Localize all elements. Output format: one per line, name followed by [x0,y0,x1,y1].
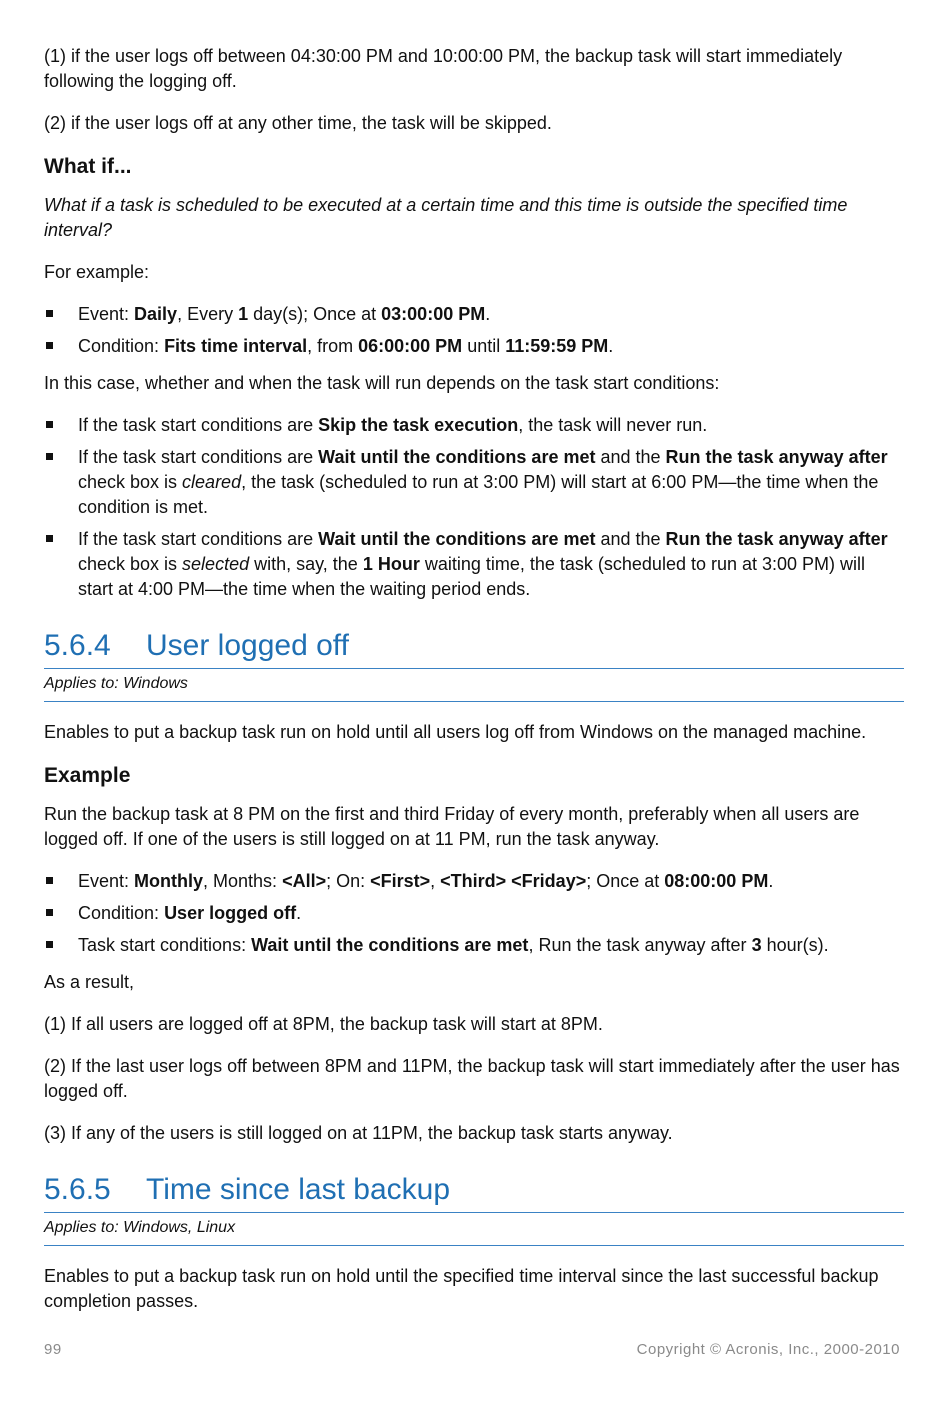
result-3: (3) If any of the users is still logged on at 11PM, the backup task starts anyway. [44,1123,673,1143]
section-5-6-4 [44,628,904,702]
whatif-heading: What if... [44,155,132,178]
in-this-case-paragraph: In this case, whether and when the task will run depends on the task start conditions: [44,373,720,393]
as-result-label: As a result, [44,972,135,992]
list-item: Event: Monthly, Months: <All>; On: <First>, <Third> <Friday>; Once at 08:00:00 PM. [44,869,904,894]
list-item: Event: Daily, Every 1 day(s); Once at 03:00:00 PM. [44,302,904,327]
example-list [44,869,904,958]
bullet-icon [46,310,53,317]
example-text: Run the backup task at 8 PM on the first and third Friday of every month, preferably when all users are logged off. If one of the users is still logged on at 11 PM, run the task anyway. [44,804,860,849]
example-heading: Example [44,764,131,787]
applies-to: Applies to: Windows [44,669,904,702]
list-item: If the task start conditions are Wait until the conditions are met and the Run the task anyway after check box is cleared, the task (scheduled to run at 3:00 PM) will start at 6:00 PM—the time when the condition is met. [44,445,904,520]
whatif-question: What if a task is scheduled to be executed at a certain time and this time is outside the specified time interval? [44,195,848,240]
for-example-label: For example: [44,262,150,282]
bullet-icon [46,535,53,542]
intro-paragraph-1: (1) if the user logs off between 04:30:00 PM and 10:00:00 PM, the backup task will start immediately following the logging off. [44,46,843,91]
bullet-icon [46,877,53,884]
section-title: User logged off [146,629,349,662]
section-description: Enables to put a backup task run on hold until the specified time interval since the last successful backup completion passes. [44,1266,879,1311]
whatif-example-list [44,302,904,359]
section-5-6-5 [44,1172,904,1246]
list-item: Task start conditions: Wait until the conditions are met, Run the task anyway after 3 hour(s). [44,933,904,958]
section-heading [44,1172,904,1213]
section-title: Time since last backup [146,1173,451,1206]
section-description: Enables to put a backup task run on hold until all users log off from Windows on the managed machine. [44,722,867,742]
list-item: If the task start conditions are Skip the task execution, the task will never run. [44,413,904,438]
applies-to: Applies to: Windows, Linux [44,1213,904,1246]
result-1: (1) If all users are logged off at 8PM, the backup task will start at 8PM. [44,1014,603,1034]
list-item: Condition: User logged off. [44,901,904,926]
copyright-notice: Copyright © Acronis, Inc., 2000-2010 [636,1341,900,1358]
bullet-icon [46,342,53,349]
whatif-cases-list [44,413,904,602]
intro-paragraph-2: (2) if the user logs off at any other time, the task will be skipped. [44,113,552,133]
bullet-icon [46,941,53,948]
list-item: If the task start conditions are Wait until the conditions are met and the Run the task anyway after check box is selected with, say, the 1 Hour waiting time, the task (scheduled to run at 3:00 PM) will start at 4:00 PM—the time when the waiting period ends. [44,527,904,602]
bullet-icon [46,421,53,428]
bullet-icon [46,453,53,460]
section-heading [44,628,904,669]
document-page [44,44,904,1331]
section-number: 5.6.4 [44,629,111,662]
bullet-icon [46,909,53,916]
list-item: Condition: Fits time interval, from 06:00:00 PM until 11:59:59 PM. [44,334,904,359]
section-number: 5.6.5 [44,1173,111,1206]
result-2: (2) If the last user logs off between 8PM and 11PM, the backup task will start immediately after the user has logged off. [44,1056,900,1101]
page-footer [44,1341,900,1358]
page-number: 99 [44,1341,62,1358]
